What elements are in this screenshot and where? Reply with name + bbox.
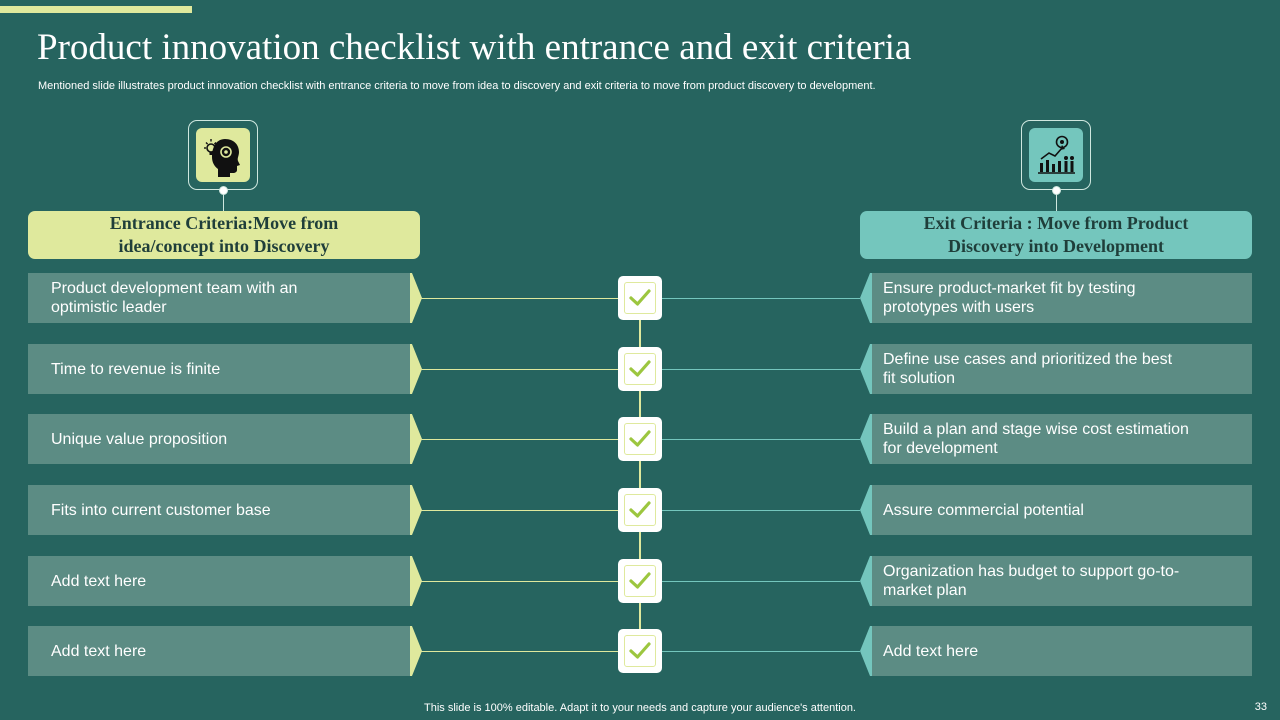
exit-item-line2: for development [883, 440, 998, 457]
growth-chart-people-icon [1029, 128, 1083, 182]
exit-item-line1: Organization has budget to support go-to- [883, 563, 1180, 580]
entrance-criteria-item [28, 556, 410, 606]
entrance-item-text [51, 642, 146, 661]
checkmark-icon [624, 353, 656, 385]
exit-connector-line [662, 369, 860, 370]
checkmark-icon [624, 282, 656, 314]
entrance-item-line1: Fits into current customer base [51, 501, 271, 519]
checklist-checkbox [618, 629, 662, 673]
entrance-criteria-item [28, 344, 410, 394]
exit-connector-line [662, 439, 860, 440]
exit-criteria-header [860, 211, 1252, 259]
exit-item-line1: Define use cases and prioritized the best [883, 351, 1173, 368]
entrance-connector-line [420, 439, 618, 440]
exit-item-text [883, 562, 1179, 600]
exit-item-text [883, 350, 1172, 388]
entrance-connector-line [420, 369, 618, 370]
exit-item-text [883, 501, 1084, 520]
entrance-criteria-item [28, 273, 410, 323]
exit-item-arrow [860, 485, 872, 535]
slide-title: Product innovation checklist with entrance and exit criteria [37, 27, 912, 68]
exit-header-line1: Exit Criteria : Move from Product [923, 213, 1189, 233]
entrance-connector-line [420, 298, 618, 299]
entrance-item-text [51, 360, 220, 379]
checklist-checkbox [618, 559, 662, 603]
entrance-header-line2: idea/concept into Discovery [118, 236, 330, 256]
checkmark-icon [624, 423, 656, 455]
exit-item-line1: Assure commercial potential [883, 501, 1084, 519]
entrance-criteria-item [28, 626, 410, 676]
checklist-checkbox [618, 276, 662, 320]
head-lightbulb-icon [196, 128, 250, 182]
entrance-item-text [51, 572, 146, 591]
exit-criteria-item [871, 344, 1252, 394]
entrance-item-line1: Product development team with an [51, 280, 298, 297]
exit-item-text [883, 420, 1189, 458]
checklist-checkbox [618, 417, 662, 461]
checkmark-icon [624, 494, 656, 526]
entrance-criteria-item [28, 485, 410, 535]
entrance-header-line1: Entrance Criteria:Move from [109, 213, 339, 233]
footer-note: This slide is 100% editable. Adapt it to your needs and capture your audience's attention. [424, 702, 856, 714]
checkmark-icon [624, 635, 656, 667]
exit-item-line2: market plan [883, 582, 967, 599]
exit-header-line2: Discovery into Development [948, 236, 1164, 256]
exit-item-text [883, 279, 1136, 317]
slide-subtitle: Mentioned slide illustrates product innovation checklist with entrance criteria to move from idea to discovery and exit criteria to move from product discovery to development. [38, 80, 876, 92]
exit-connector-line [662, 651, 860, 652]
entrance-item-line1: Unique value proposition [51, 430, 228, 448]
exit-criteria-item [871, 626, 1252, 676]
exit-item-line2: fit solution [883, 370, 956, 387]
exit-connector-line [662, 298, 860, 299]
exit-item-arrow [860, 273, 872, 323]
exit-item-line1: Ensure product-market fit by testing [883, 280, 1136, 297]
exit-item-arrow [860, 626, 872, 676]
entrance-item-line1: Add text here [51, 642, 147, 660]
entrance-item-line1: Time to revenue is finite [51, 360, 221, 378]
exit-icon-dot [1052, 186, 1061, 195]
entrance-item-line1: Add text here [51, 572, 147, 590]
page-number: 33 [1254, 701, 1267, 713]
exit-icon-frame [1021, 120, 1091, 190]
exit-criteria-item [871, 485, 1252, 535]
exit-item-line2: prototypes with users [883, 299, 1035, 316]
exit-item-line1: Build a plan and stage wise cost estimation [883, 421, 1189, 438]
checkmark-icon [624, 565, 656, 597]
exit-item-text [883, 642, 978, 661]
exit-item-line1: Add text here [883, 642, 979, 660]
entrance-item-text [51, 501, 271, 520]
entrance-item-line2: optimistic leader [51, 299, 167, 316]
exit-item-arrow [860, 344, 872, 394]
top-accent-bar [0, 6, 192, 13]
checklist-checkbox [618, 488, 662, 532]
checklist-checkbox [618, 347, 662, 391]
entrance-criteria-item [28, 414, 410, 464]
exit-criteria-item [871, 414, 1252, 464]
entrance-icon-frame [188, 120, 258, 190]
entrance-item-text [51, 430, 227, 449]
entrance-connector-line [420, 581, 618, 582]
entrance-item-text [51, 279, 297, 317]
exit-item-arrow [860, 556, 872, 606]
exit-criteria-item [871, 273, 1252, 323]
entrance-criteria-header [28, 211, 420, 259]
entrance-icon-dot [219, 186, 228, 195]
entrance-connector-line [420, 651, 618, 652]
exit-item-arrow [860, 414, 872, 464]
exit-criteria-item [871, 556, 1252, 606]
exit-connector-line [662, 510, 860, 511]
entrance-connector-line [420, 510, 618, 511]
exit-connector-line [662, 581, 860, 582]
